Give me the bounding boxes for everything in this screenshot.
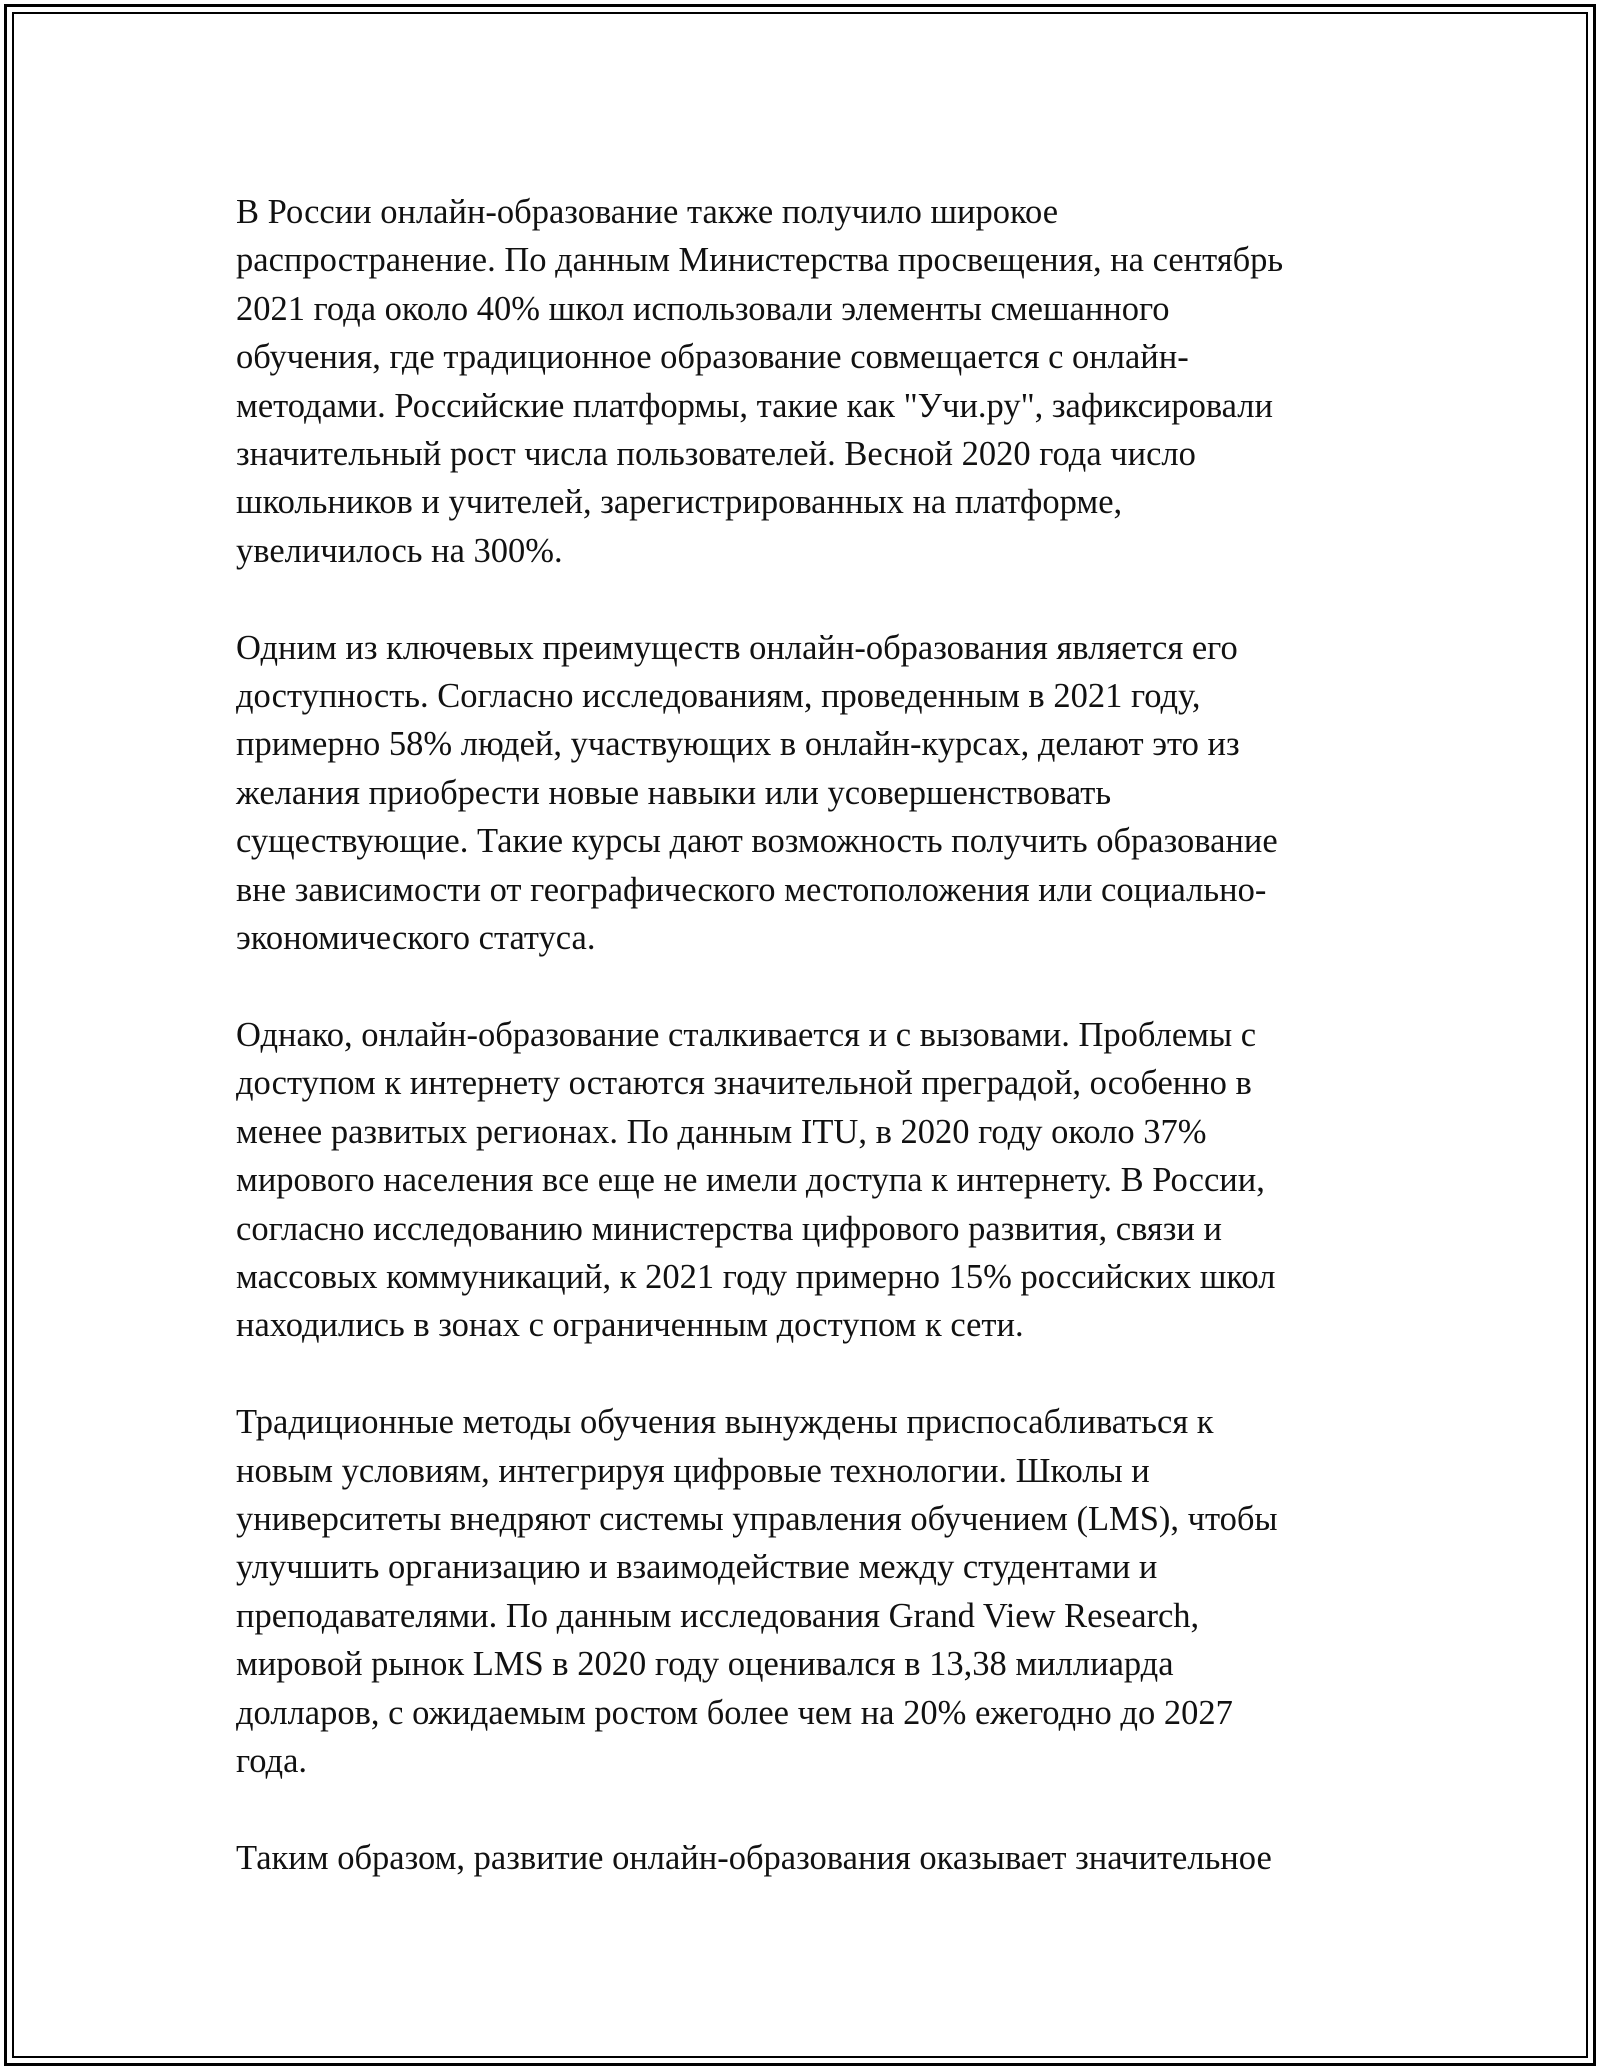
text-line: 2021 года около 40% школ использовали элементы смешанного xyxy=(236,289,1170,328)
text-line: желания приобрести новые навыки или усовершенствовать xyxy=(236,773,1112,812)
text-line: методами. Российские платформы, такие как "Учи.ру", зафиксировали xyxy=(236,386,1273,425)
text-line: обучения, где традиционное образование совмещается с онлайн- xyxy=(236,338,1189,377)
text-line: Однако, онлайн-образование сталкивается и с вызовами. Проблемы с xyxy=(236,1015,1257,1054)
text-line: В России онлайн-образование также получило широкое xyxy=(236,193,1059,231)
text-line: улучшить организацию и взаимодействие между студентами и xyxy=(236,1548,1158,1587)
document-body xyxy=(236,188,1366,1931)
text-line: менее развитых регионах. По данным ITU, в 2020 году около 37% xyxy=(236,1112,1207,1151)
paragraph-traditional-methods xyxy=(236,1398,1366,1785)
text-line: новым условиям, интегрируя цифровые технологии. Школы и xyxy=(236,1451,1150,1490)
paragraph-online-education-russia xyxy=(236,188,1366,575)
text-line: года. xyxy=(236,1741,308,1780)
text-line: согласно исследованию министерства цифрового развития, связи и xyxy=(236,1209,1222,1248)
text-line: мирового населения все еще не имели доступа к интернету. В России, xyxy=(236,1161,1265,1200)
text-line: долларов, с ожидаемым ростом более чем на 20% ежегодно до 2027 xyxy=(236,1693,1233,1732)
paragraph-accessibility xyxy=(236,624,1366,963)
text-line: увеличилось на 300%. xyxy=(236,531,563,570)
text-line: вне зависимости от географического местоположения или социально- xyxy=(236,870,1267,909)
text-line: школьников и учителей, зарегистрированных на платформе, xyxy=(236,483,1123,522)
text-line: университеты внедряют системы управления обучением (LMS), чтобы xyxy=(236,1499,1278,1538)
text-line: экономического статуса. xyxy=(236,919,596,958)
text-line: распространение. По данным Министерства просвещения, на сентябрь xyxy=(236,241,1284,280)
text-line: Традиционные методы обучения вынуждены приспосабливаться к xyxy=(236,1403,1214,1442)
text-line: значительный рост числа пользователей. Весной 2020 года число xyxy=(236,435,1196,474)
text-line: примерно 58% людей, участвующих в онлайн-курсах, делают это из xyxy=(236,725,1240,764)
text-line: доступность. Согласно исследованиям, проведенным в 2021 году, xyxy=(236,677,1201,716)
text-line: Одним из ключевых преимуществ онлайн-образования является его xyxy=(236,628,1238,667)
text-line: существующие. Такие курсы дают возможность получить образование xyxy=(236,822,1278,861)
paragraph-challenges xyxy=(236,1011,1366,1350)
text-line: находились в зонах с ограниченным доступом к сети. xyxy=(236,1306,1024,1345)
text-line: Таким образом, развитие онлайн-образования оказывает значительное xyxy=(236,1838,1272,1877)
paragraph-conclusion xyxy=(236,1834,1366,1882)
text-line: массовых коммуникаций, к 2021 году примерно 15% российских школ xyxy=(236,1257,1276,1296)
text-line: мировой рынок LMS в 2020 году оценивался в 13,38 миллиарда xyxy=(236,1645,1174,1684)
text-line: доступом к интернету остаются значительной преградой, особенно в xyxy=(236,1064,1252,1103)
text-line: преподавателями. По данным исследования Grand View Research, xyxy=(236,1596,1200,1635)
